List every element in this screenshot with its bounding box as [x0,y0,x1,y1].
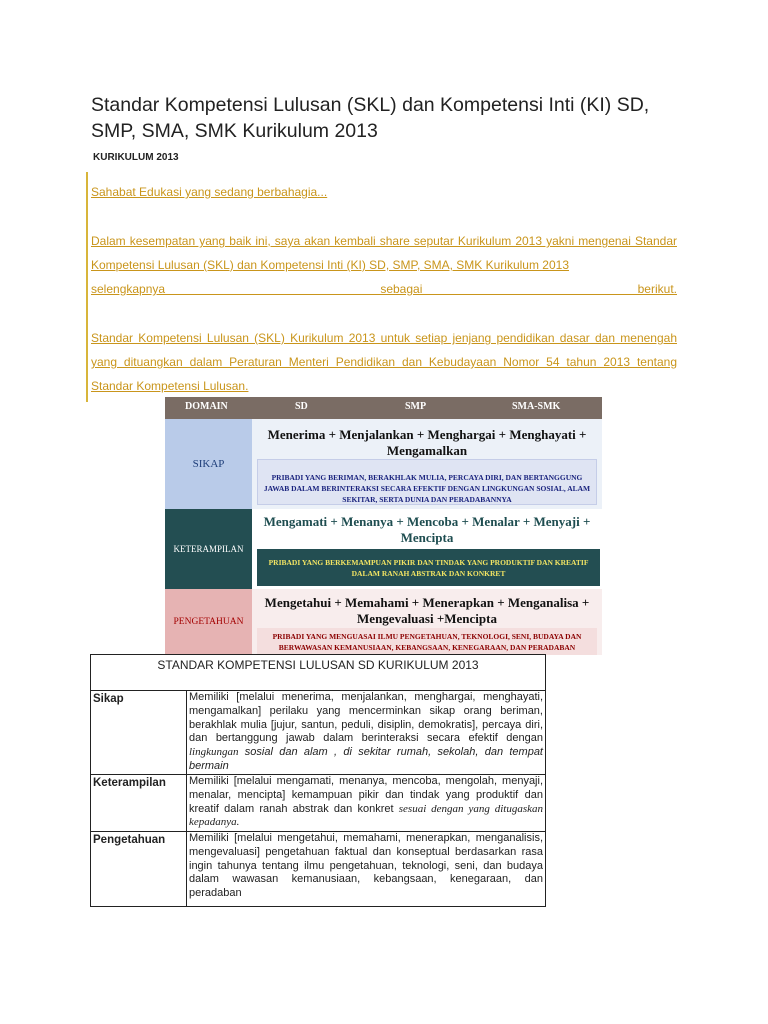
row-label-sikap: Sikap [91,691,187,775]
domain-pengetahuan: PENGETAHUAN [165,589,252,655]
row-text-keterampilan [187,775,546,832]
skl-infographic [165,397,602,655]
greeting-paragraph [91,180,677,204]
table-row [91,775,546,832]
infographic-header [165,397,602,419]
table-row [91,832,546,907]
header-sma-smk: SMA-SMK [512,401,561,412]
keterampilan-script-text: sesuai dengan yang ditugaskan kepadanya. [189,802,543,829]
skl-sd-table [90,654,546,907]
row-text-sikap [187,691,546,775]
sikap-script-text: lingkungan [189,746,239,759]
keterampilan-text: Memiliki [melalui mengamati, menanya, mencoba, mengolah, menyaji, menalar, mencipta] kemampuan pikir dan tindak yang produktif dan kreatif dalam ranah abstrak dan konkret [189,775,543,815]
process-pengetahuan: Mengetahui + Memahami + Menerapkan + Menganalisa + Mengevaluasi +Mencipta [264,595,590,626]
article-title: Standar Kompetensi Lulusan (SKL) dan Kompetensi Inti (KI) SD, SMP, SMA, SMK Kurikulum 2013 [91,94,650,142]
row-label-pengetahuan: Pengetahuan [91,832,187,907]
header-domain: DOMAIN [185,401,228,412]
domain-keterampilan: KETERAMPILAN [165,509,252,589]
sikap-italic-text: sosial dan alam , di sekitar rumah, sekolah, dan tempat bermain [189,746,543,772]
table-header-row [91,655,546,691]
skl-intro-paragraph [91,326,677,398]
domain-sikap: SIKAP [165,419,252,509]
intro-link[interactable]: Dalam kesempatan yang baik ini, saya akan kembali share seputar Kurikulum 2013 yakni mengenai Standar Kompetensi Lulusan (SKL) dan Kompetensi Inti (KI) SD, SMP, SMA, SMK Kurikulum 2013 [91,234,677,272]
intro-link-end[interactable]: selengkapnya sebagai berikut. [91,282,677,296]
header-sd: SD [295,401,308,412]
description-pengetahuan: PRIBADI YANG MENGUASAI ILMU PENGETAHUAN, TEKNOLOGI, SENI, BUDAYA DAN BERWAWASAN KEMANUSIAAN, KEBANGSAAN, KENEGARAAN, DAN PERADABAN [257,628,597,655]
quote-bar [86,172,88,402]
category-link[interactable]: KURIKULUM 2013 [93,152,179,163]
description-keterampilan: PRIBADI YANG BERKEMAMPUAN PIKIR DAN TINDAK YANG PRODUKTIF DAN KREATIF DALAM RANAH ABSTRAK DAN KONKRET [257,549,600,586]
row-label-keterampilan: Keterampilan [91,775,187,832]
skl-intro-link[interactable]: Standar Kompetensi Lulusan (SKL) Kurikulum 2013 untuk setiap jenjang pendidikan dasar dan menengah yang dituangkan dalam Peraturan Menteri Pendidikan dan Kebudayaan Nomor 54 tahun 2013 tentang Standar Kompetensi Lulusan. [91,331,677,393]
header-smp: SMP [405,401,427,412]
greeting-link[interactable]: Sahabat Edukasi yang sedang berbahagia... [91,185,328,199]
process-keterampilan: Mengamati + Menanya + Mencoba + Menalar + Menyaji + Mencipta [263,514,591,545]
table-title: STANDAR KOMPETENSI LULUSAN SD KURIKULUM 2013 [91,655,546,691]
row-text-pengetahuan: Memiliki [melalui mengetahui, memahami, menerapkan, menganalisis, mengevaluasi] pengetahuan faktual dan konseptual berdasarkan rasa ingin tahunya tentang ilmu pengetahuan, teknologi, seni, dan budaya dalam wawasan kemanusiaan, kebangsaan, kenegaraan, dan peradaban [187,832,546,907]
table-row [91,691,546,775]
intro-paragraph [91,229,677,301]
description-sikap: PRIBADI YANG BERIMAN, BERAKHLAK MULIA, PERCAYA DIRI, DAN BERTANGGUNG JAWAB DALAM BERINTERAKSI SECARA EFEKTIF DENGAN LINGKUNGAN SOSIAL, ALAM SEKITAR, SERTA DUNIA DAN PERADABANNYA [257,459,597,505]
process-sikap: Menerima + Menjalankan + Menghargai + Menghayati + Mengamalkan [267,427,587,458]
sikap-text: Memiliki [melalui menerima, menjalankan, menghargai, menghayati, mengamalkan] perilaku yang mencerminkan sikap orang beriman, berakhlak mulia [jujur, santun, peduli, disiplin, demokratis], percaya diri, dan bertanggung jawab dalam berinteraksi secara efektif dengan [189,691,543,745]
